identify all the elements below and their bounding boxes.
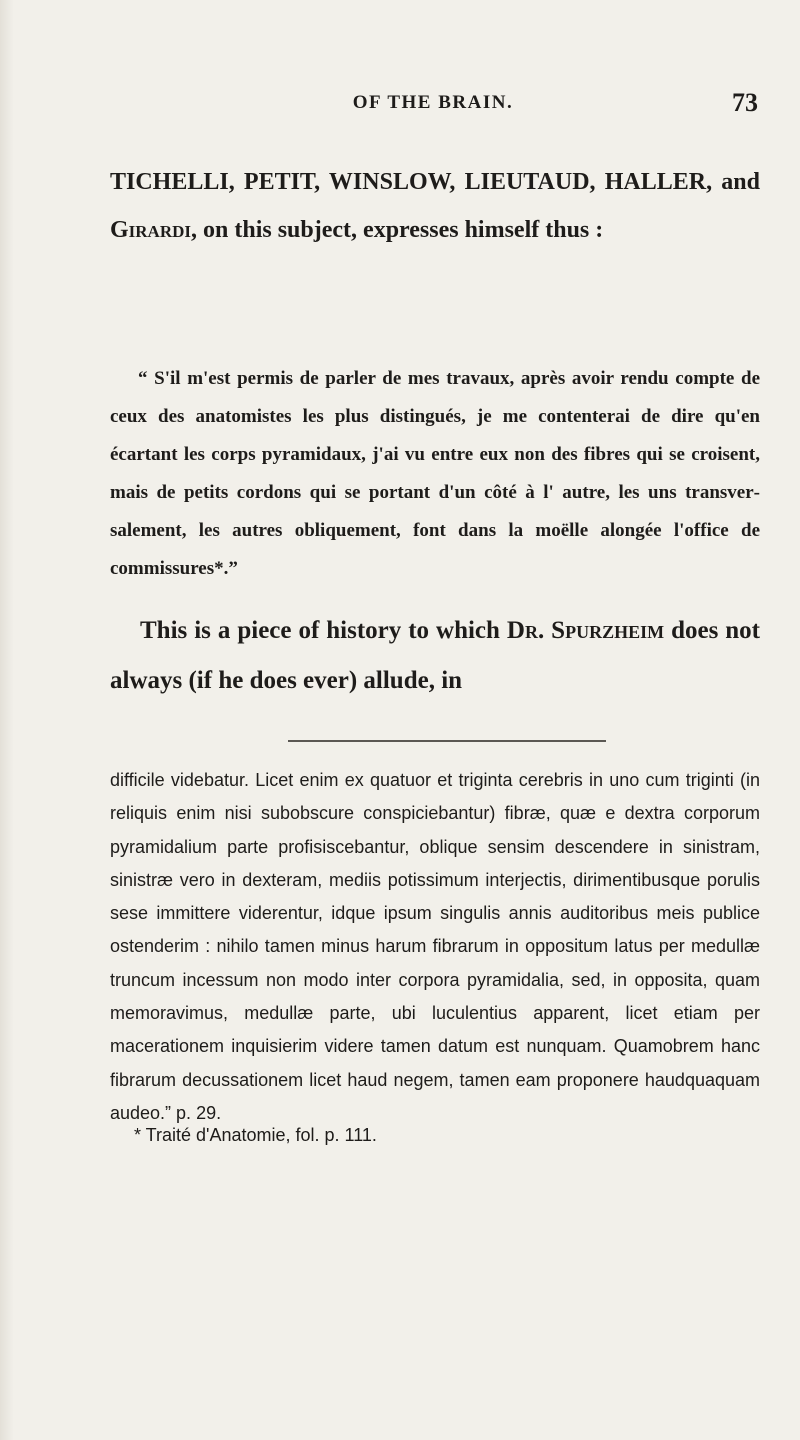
paragraph-2 bbox=[110, 606, 760, 706]
page-edge-shadow bbox=[0, 0, 14, 1440]
author-names: TICHELLI, PETIT, WINSLOW, LIEUTAUD, HALLER, bbox=[110, 169, 713, 195]
paragraph-2-start: This is a piece of history to which bbox=[140, 617, 500, 644]
author-spurzheim: Dr. Spurzheim bbox=[506, 617, 665, 644]
page-number: 73 bbox=[732, 88, 758, 117]
paragraph-1 bbox=[110, 158, 760, 254]
conjunction: and bbox=[721, 169, 760, 195]
footnote-latin: difficile videbatur. Licet enim ex quatuor et triginta cerebris in uno cum triginti (in reliquis enim nisi subobscure conspiciebantur) fibræ, quæ e dextra corporum pyramidalium parte profisiscebantur, oblique sensim descendere in sinistram, sinistræ vero in dexteram, mediis potissimum interjectis, dirimentibusque porulis sese immittere viderentur, idque ipsum singulis annis auditoribus meis publice ostenderim : nihilo tamen minus harum fibrarum in oppositum latus per medullæ truncum incessum non modo inter corpora pyramidalia, sed, in opposita, quam memoravimus, medullæ parte, ubi luculentius apparent, licet etiam per macerationem inquisierim videre tamen datum est nunquam. Quamobrem hanc fibrarum decussationem licet haud negem, tamen eam proponere haudquaquam audeo.” p. 29. bbox=[110, 770, 760, 1123]
running-head: OF THE BRAIN. bbox=[352, 92, 514, 113]
footnote-traite: * Traité d'Anatomie, fol. p. 111. bbox=[134, 1125, 377, 1145]
paragraph-2-rest: does not always (if he does ever) allude, in bbox=[110, 617, 761, 694]
footnote-divider bbox=[288, 740, 606, 742]
page-header bbox=[108, 88, 758, 128]
french-quotation: “ S'il m'est permis de parler de mes travaux, après avoir rendu compte de ceux des anatomistes les plus distingués, je me contenterai de dire qu'en écartant les corps pyramidaux, j'ai vu entre eux non des fibres qui se croisent, mais de petits cordons qui se portant d'un côté à l' autre, les uns transversalement, les autres obliquement, font dans la moëlle alongée l'office de commissures*.” bbox=[110, 368, 760, 579]
paragraph-1-rest: on this subject, expresses himself thus : bbox=[203, 217, 604, 243]
author-girardi: Girardi, bbox=[110, 217, 198, 243]
